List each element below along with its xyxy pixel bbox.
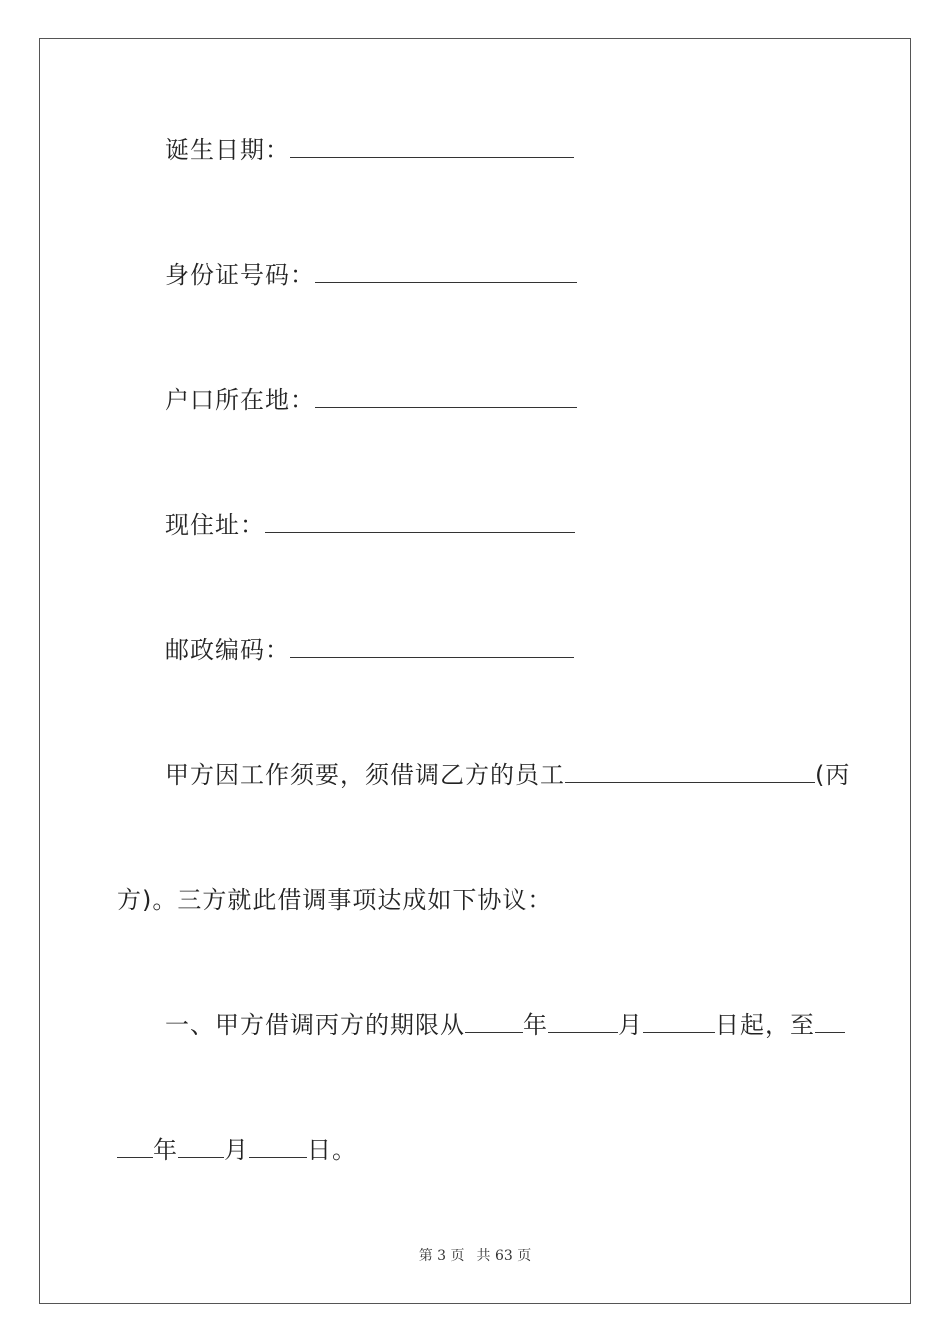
start-month-blank[interactable]: [548, 1012, 618, 1033]
clause-one-text: 一、甲方借调丙方的期限从: [165, 1011, 465, 1039]
current-address-field: [165, 511, 575, 539]
employee-name-blank[interactable]: [565, 762, 815, 783]
end-year-blank-part-2[interactable]: [117, 1137, 153, 1158]
clause-one-line-2: [117, 1136, 357, 1164]
page-border: [39, 38, 911, 1304]
end-day-label: 日。: [307, 1136, 357, 1164]
agreement-paragraph-line-1: [165, 761, 850, 789]
start-year-blank[interactable]: [465, 1012, 523, 1033]
birth-date-blank[interactable]: [290, 137, 574, 158]
postal-code-blank[interactable]: [290, 637, 574, 658]
day-from-label: 日起，至: [715, 1011, 815, 1039]
clause-one-line-1: [165, 1011, 845, 1039]
agreement-text-continued: 方)。三方就此借调事项达成如下协议：: [117, 886, 553, 914]
household-location-blank[interactable]: [315, 387, 577, 408]
id-number-label: 身份证号码：: [165, 261, 315, 289]
end-month-blank[interactable]: [178, 1137, 224, 1158]
household-location-label: 户口所在地：: [165, 386, 315, 414]
end-year-label: 年: [153, 1136, 178, 1164]
birth-date-label: 诞生日期：: [165, 136, 290, 164]
page-number: 第 3 页: [418, 1248, 465, 1264]
page-footer: [0, 1247, 950, 1265]
agreement-text-end: (丙: [815, 761, 851, 789]
end-month-label: 月: [224, 1136, 249, 1164]
id-number-blank[interactable]: [315, 262, 577, 283]
end-year-blank-part-1[interactable]: [815, 1012, 845, 1033]
current-address-blank[interactable]: [265, 512, 575, 533]
agreement-paragraph-line-2: [117, 886, 552, 914]
birth-date-field: [165, 136, 574, 164]
postal-code-field: [165, 636, 574, 664]
page-total: 共 63 页: [476, 1248, 532, 1264]
current-address-label: 现住址：: [165, 511, 265, 539]
household-location-field: [165, 386, 577, 414]
end-day-blank[interactable]: [249, 1137, 307, 1158]
month-label: 月: [618, 1011, 643, 1039]
postal-code-label: 邮政编码：: [165, 636, 290, 664]
year-label: 年: [523, 1011, 548, 1039]
agreement-text: 甲方因工作须要，须借调乙方的员工: [165, 761, 565, 789]
id-number-field: [165, 261, 577, 289]
start-day-blank[interactable]: [643, 1012, 715, 1033]
